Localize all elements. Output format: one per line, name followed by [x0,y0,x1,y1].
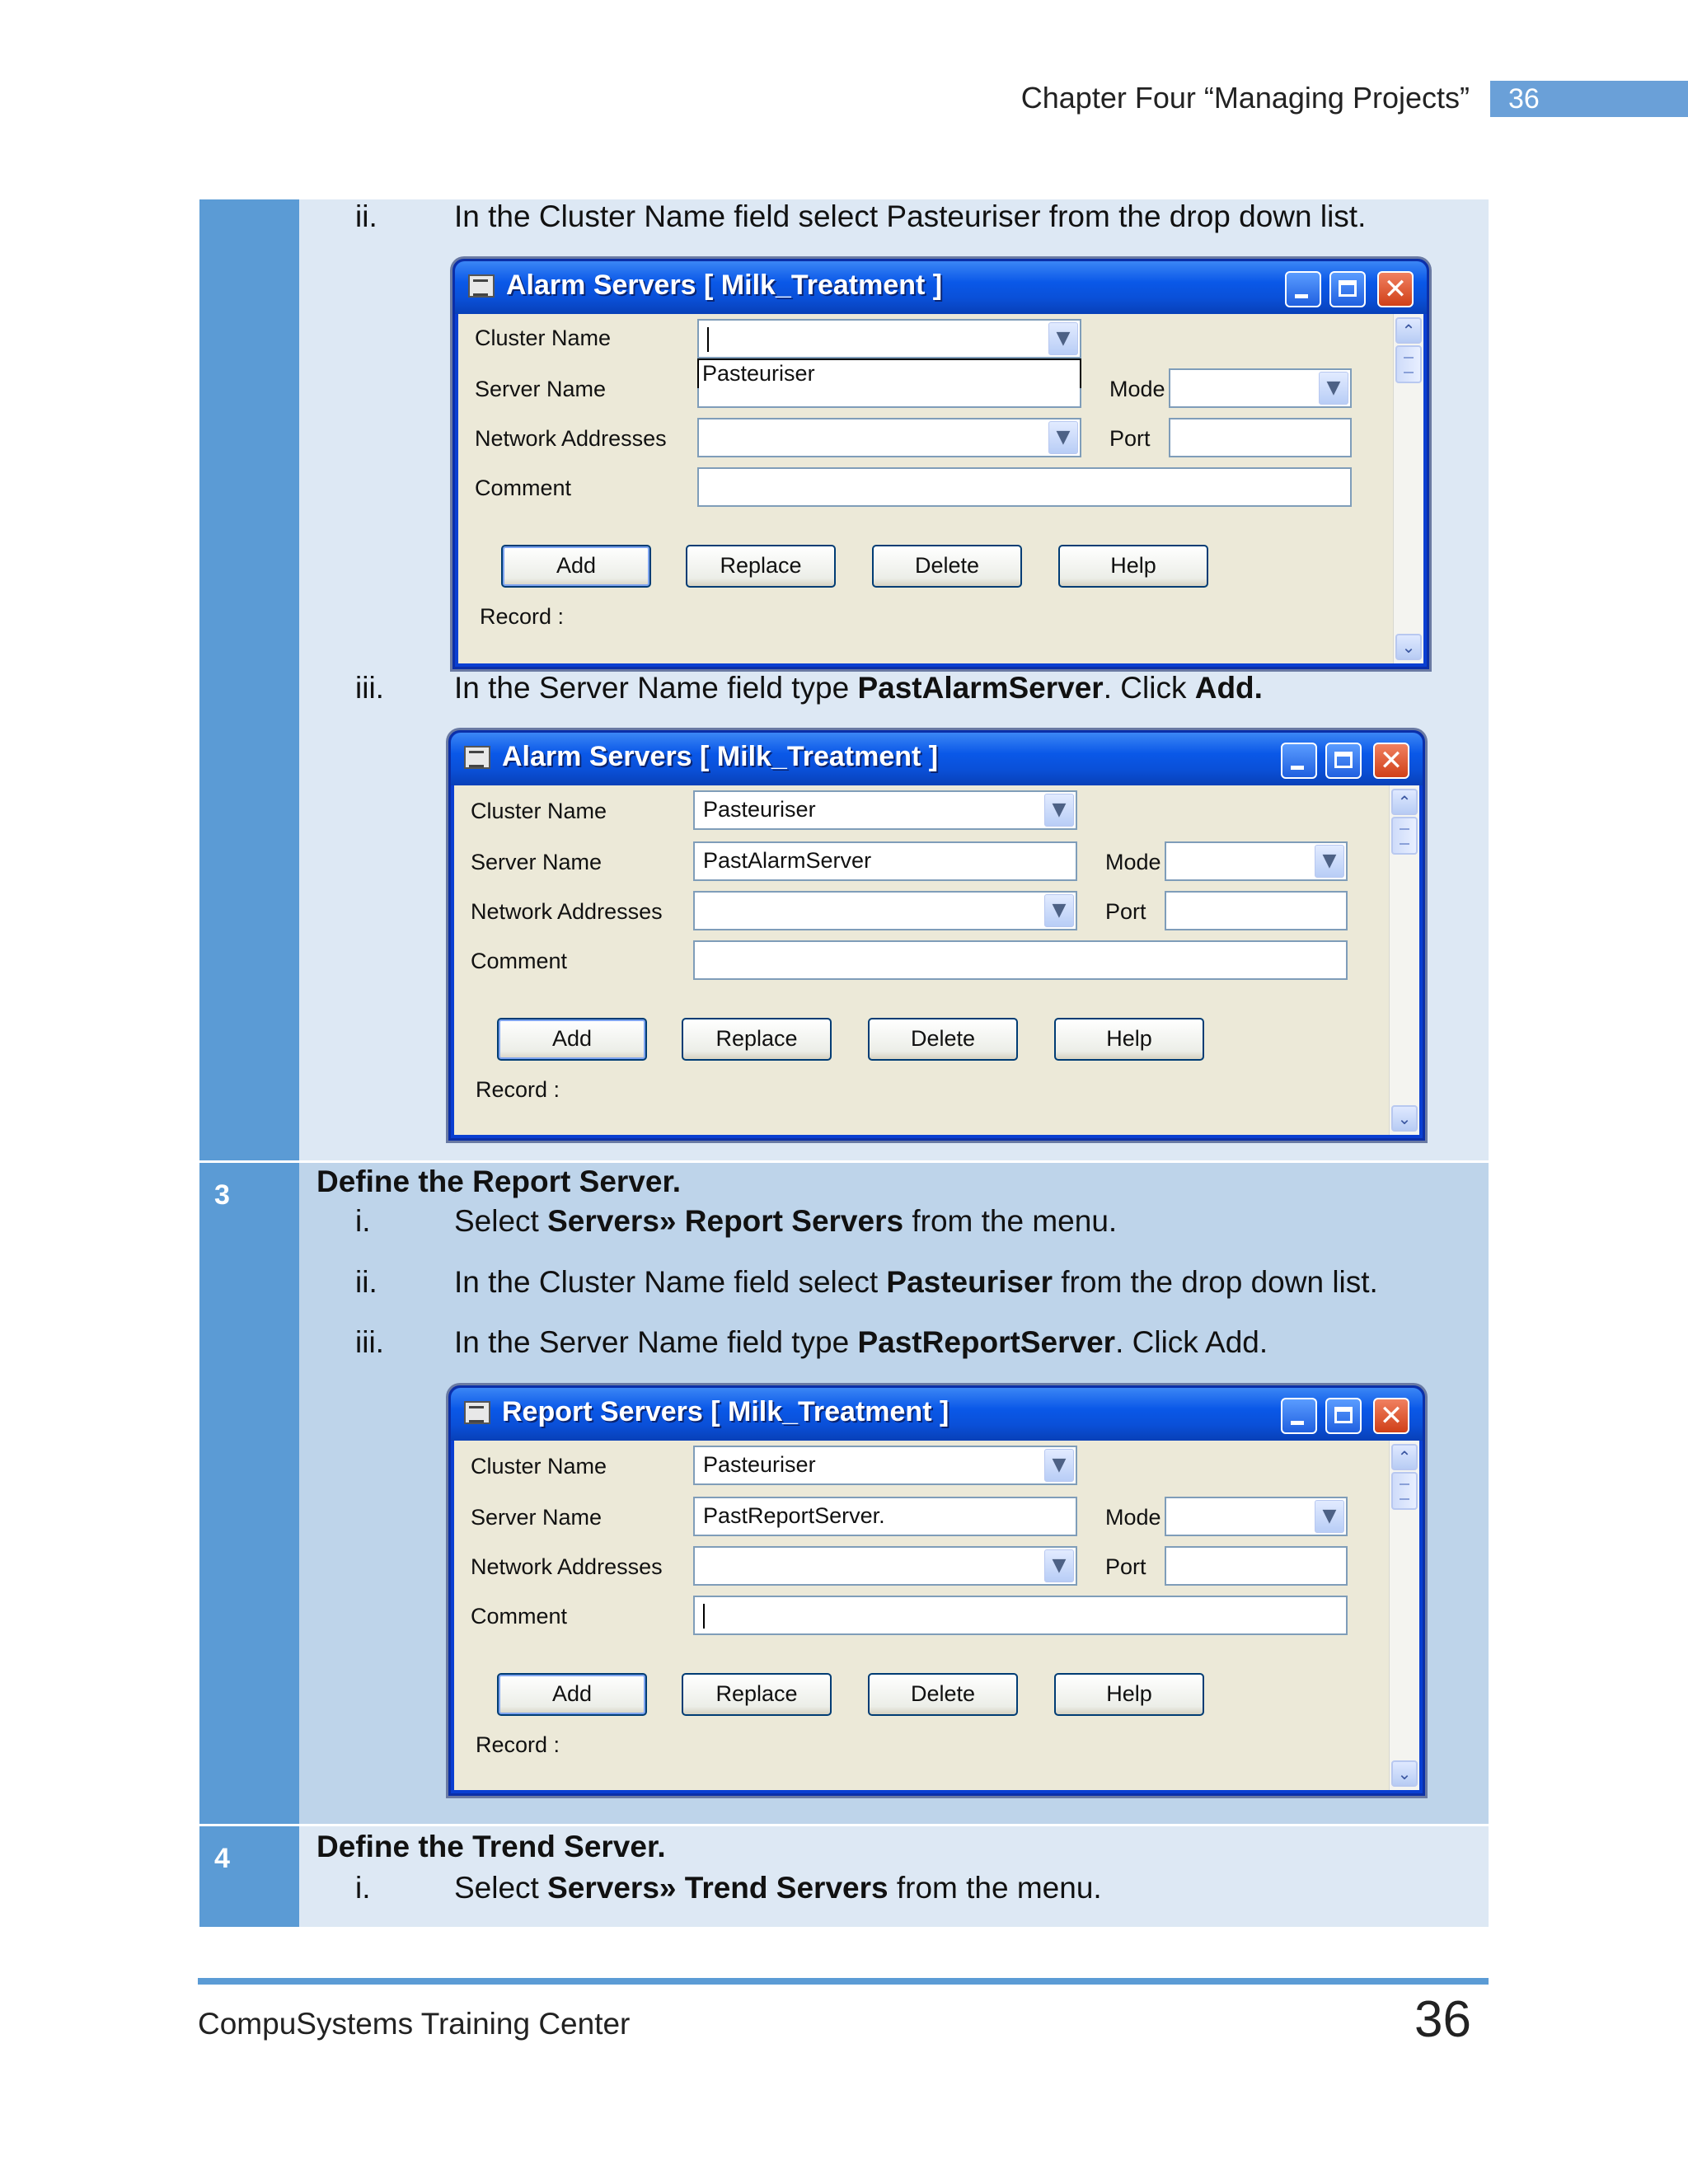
add-button[interactable]: Add [501,545,651,588]
minimize-button[interactable] [1281,1398,1317,1434]
scroll-thumb[interactable] [1395,345,1422,383]
item-roman: iii. [355,671,384,705]
comment-label: Comment [475,476,572,500]
dialog-client [454,1441,1419,1790]
cluster-name-combo[interactable] [693,790,1077,830]
server-name-label: Server Name [471,850,603,874]
vertical-scrollbar[interactable] [1393,314,1423,663]
bold-part: PastAlarmServer [857,671,1104,705]
close-icon: ✕ [1383,273,1408,306]
chevron-down-icon[interactable]: ▼ [1315,845,1344,878]
text-part: In the Server Name field type [454,671,858,705]
help-button[interactable]: Help [1058,545,1208,588]
title-bar[interactable] [451,1388,1423,1441]
step-number: 3 [199,1163,299,1824]
chevron-down-icon[interactable]: ▼ [1044,894,1074,927]
chevron-down-icon[interactable]: ▼ [1048,322,1078,355]
network-addresses-label: Network Addresses [471,1554,663,1579]
chevron-down-icon[interactable]: ⌄ [1391,1760,1418,1787]
record-label: Record : [476,1077,560,1102]
dialog-client [454,785,1419,1135]
dropdown-option-pasteuriser[interactable]: Pasteuriser [702,361,815,386]
minimize-button[interactable] [1281,743,1317,779]
item-roman: ii. [355,199,377,233]
step-row-4 [199,1824,1489,1927]
port-field[interactable] [1165,1546,1348,1586]
close-icon: ✕ [1379,744,1404,777]
bold-part: Servers» Report Servers [547,1204,904,1238]
comment-field[interactable] [697,467,1352,507]
cluster-name-label: Cluster Name [471,1454,607,1479]
server-name-label: Server Name [471,1505,603,1530]
port-field[interactable] [1169,418,1352,457]
chevron-down-icon[interactable]: ▼ [1044,1549,1074,1582]
comment-field[interactable] [693,940,1348,980]
step-number-cell [199,199,299,1160]
mode-label: Mode [1105,850,1161,874]
bold-part: Servers» Trend Servers [547,1871,889,1905]
mode-combo[interactable] [1169,368,1352,408]
close-button[interactable] [1373,1398,1409,1434]
replace-button[interactable]: Replace [686,545,836,588]
text-part: from the drop down list. [1052,1265,1378,1299]
scroll-thumb[interactable] [1391,1472,1418,1510]
item-roman: ii. [355,1265,377,1299]
delete-button[interactable]: Delete [872,545,1022,588]
cluster-name-combo[interactable] [697,319,1081,359]
text-caret [703,1604,705,1629]
record-label: Record : [480,604,565,629]
step-heading: Define the Report Server. [316,1165,682,1198]
header-page-badge: 36 [1490,81,1688,117]
alarm-servers-dialog-2 [448,730,1425,1141]
close-button[interactable] [1373,743,1409,779]
port-label: Port [1105,1554,1146,1579]
footer-company: CompuSystems Training Center [198,2007,631,2041]
add-button[interactable]: Add [497,1673,647,1716]
maximize-button[interactable] [1325,1398,1362,1434]
mode-label: Mode [1109,377,1165,401]
item-text [454,671,1263,705]
title-bar[interactable] [455,261,1427,314]
title-bar[interactable] [451,733,1423,785]
text-caret [707,327,709,352]
chevron-down-icon[interactable]: ▼ [1044,1449,1074,1482]
mode-combo[interactable] [1165,841,1348,881]
text-part: In the Server Name field type [454,1325,858,1359]
network-addresses-combo[interactable] [693,891,1077,930]
cluster-name-label: Cluster Name [475,326,612,350]
window-icon[interactable] [464,1401,490,1424]
add-button[interactable]: Add [497,1018,647,1061]
item-text [454,1265,1378,1300]
mode-label: Mode [1105,1505,1161,1530]
item-text [454,1871,1102,1905]
port-field[interactable] [1165,891,1348,930]
item-text [454,1325,1268,1360]
bold-part: Add. [1194,671,1263,705]
chevron-down-icon[interactable]: ▼ [1048,421,1078,454]
step-content-cell [299,199,1489,1160]
comment-label: Comment [471,1604,568,1629]
mode-combo[interactable] [1165,1497,1348,1536]
port-label: Port [1109,426,1151,451]
text-part: Select [454,1204,548,1238]
window-title: Alarm Servers [ Milk_Treatment ] [502,741,939,772]
cluster-name-value: Pasteuriser [703,1452,816,1477]
delete-button[interactable]: Delete [868,1018,1018,1061]
scroll-thumb[interactable] [1391,817,1418,855]
comment-field[interactable] [693,1596,1348,1635]
network-addresses-label: Network Addresses [475,426,667,451]
item-roman: i. [355,1204,371,1238]
bold-part: Pasteuriser [886,1265,1053,1299]
chevron-down-icon[interactable]: ⌄ [1391,1105,1418,1132]
server-name-field[interactable]: PastAlarmServer [693,841,1077,881]
server-name-field[interactable] [697,388,1081,408]
chevron-up-icon[interactable]: ⌃ [1391,1444,1418,1470]
chapter-title: Chapter Four “Managing Projects” [1020,81,1470,115]
maximize-button[interactable] [1329,271,1366,307]
dialog-client [458,314,1423,663]
chevron-down-icon[interactable]: ▼ [1315,1500,1344,1533]
vertical-scrollbar[interactable] [1389,785,1419,1135]
text-part: Select [454,1871,548,1905]
minimize-button[interactable] [1285,271,1321,307]
item-roman: i. [355,1871,371,1905]
replace-button[interactable]: Replace [682,1673,832,1716]
step-row-3 [199,1160,1489,1824]
window-title: Alarm Servers [ Milk_Treatment ] [506,269,943,301]
close-icon: ✕ [1379,1399,1404,1432]
window-title: Report Servers [ Milk_Treatment ] [502,1396,950,1427]
help-button[interactable]: Help [1054,1018,1204,1061]
chevron-down-icon[interactable]: ▼ [1319,372,1348,405]
step-content-cell [299,1826,1489,1927]
step-row-2 [199,199,1489,1160]
step-content-cell [299,1163,1489,1824]
text-part: . Click Add. [1115,1325,1268,1359]
step-number: 4 [199,1826,299,1927]
close-button[interactable] [1377,271,1414,307]
item-text: In the Cluster Name field select Pasteuriser from the drop down list. [454,199,1367,233]
cluster-dropdown-list[interactable] [697,359,1081,390]
step-heading: Define the Trend Server. [316,1830,666,1863]
comment-label: Comment [471,949,568,973]
footer-rule [198,1978,1489,1985]
text-part: In the Cluster Name field select [454,1265,887,1299]
item-text [454,1204,1117,1239]
cluster-name-label: Cluster Name [471,799,607,823]
cluster-name-combo[interactable] [693,1446,1077,1485]
report-servers-dialog [448,1385,1425,1796]
window-icon[interactable] [464,746,490,769]
maximize-button[interactable] [1325,743,1362,779]
delete-button[interactable]: Delete [868,1673,1018,1716]
network-addresses-combo[interactable] [697,418,1081,457]
help-button[interactable]: Help [1054,1673,1204,1716]
text-part: from the menu. [903,1204,1118,1238]
steps-table [199,199,1489,1927]
vertical-scrollbar[interactable] [1389,1441,1419,1790]
chevron-down-icon[interactable]: ▼ [1044,794,1074,827]
chevron-down-icon[interactable]: ⌄ [1395,634,1422,660]
bold-part: PastReportServer [857,1325,1116,1359]
alarm-servers-dialog-1 [452,259,1429,669]
footer-page-number: 36 [1414,1991,1471,2048]
text-part: from the menu. [888,1871,1102,1905]
text-part: . Click [1103,671,1195,705]
chevron-up-icon[interactable]: ⌃ [1391,789,1418,815]
replace-button[interactable]: Replace [682,1018,832,1061]
network-addresses-combo[interactable] [693,1546,1077,1586]
window-icon[interactable] [468,274,495,298]
network-addresses-label: Network Addresses [471,899,663,924]
server-name-field[interactable]: PastReportServer. [693,1497,1077,1536]
port-label: Port [1105,899,1146,924]
cluster-name-value: Pasteuriser [703,797,816,822]
chevron-up-icon[interactable]: ⌃ [1395,317,1422,344]
record-label: Record : [476,1732,560,1757]
item-roman: iii. [355,1325,384,1359]
server-name-label: Server Name [475,377,607,401]
